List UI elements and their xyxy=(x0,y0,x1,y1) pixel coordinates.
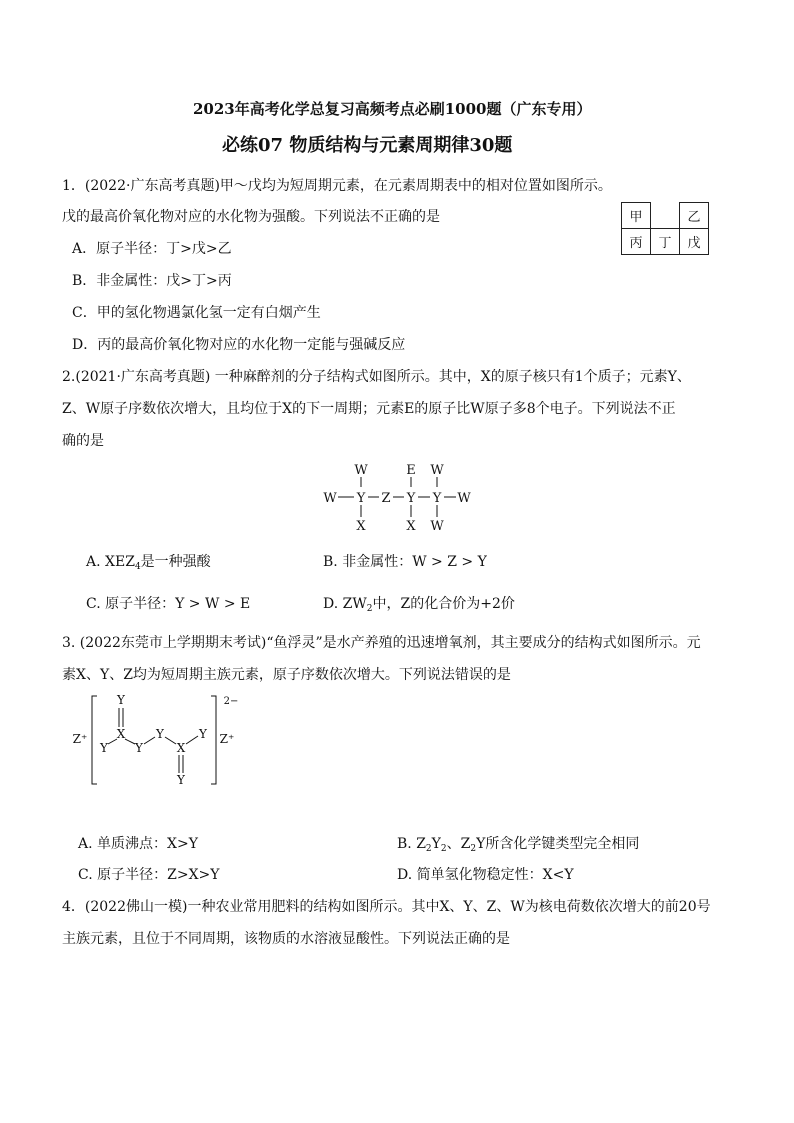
atom-y-right: Y xyxy=(199,727,207,741)
cell-wu: 戊 xyxy=(680,229,709,255)
cell-yi: 乙 xyxy=(680,203,709,229)
atom-y-2: Y xyxy=(406,491,416,506)
q3-option-c: C. 原子半径：Z>X>Y xyxy=(78,867,220,883)
q2-option-c: C. 原子半径：Y > W > E xyxy=(86,596,251,612)
atom-w-left: W xyxy=(323,491,337,506)
q3-option-d: D. 简单氢化物稳定性：X<Y xyxy=(397,867,574,883)
atom-z: Z xyxy=(381,491,391,506)
q3-anion-structure xyxy=(70,690,250,792)
q2-molecule-structure xyxy=(318,458,478,538)
q2-option-d: D. $ZW_2$中，Z的化合价为+2价 xyxy=(323,596,515,614)
atom-w-bottom: W xyxy=(430,519,444,534)
atom-y-top: Y xyxy=(117,693,125,707)
q2-stem-line1: 2.(2021·广东高考真题) 一种麻醉剂的分子结构式如图所示。其中，X的原子核只有1个质子；元素Y、 xyxy=(62,369,691,385)
atom-y-3: Y xyxy=(432,491,442,506)
q2-option-b: B. 非金属性：W > Z > Y xyxy=(323,554,487,570)
q3-stem-line1: 3. (2022东莞市上学期期末考试)“鱼浮灵”是水产养殖的迅速增氧剂，其主要成分的结构式如图所示。元 xyxy=(62,635,701,651)
q3-option-a: A. 单质沸点：X>Y xyxy=(78,836,198,852)
q2-stem-line2: Z、W原子序数依次增大，且均位于X的下一周期；元素E的原子比W原子多8个电子。下列说法不正 xyxy=(62,401,676,417)
q3-option-b: B. $Z_2Y_2$、$Z_2Y$所含化学键类型完全相同 xyxy=(397,836,640,854)
atom-y-bridge1: Y xyxy=(135,741,143,755)
cell-jia: 甲 xyxy=(622,203,651,229)
q1-periodic-table-fragment xyxy=(621,202,709,255)
anion-charge: 2− xyxy=(223,696,239,707)
cell-empty xyxy=(651,203,680,229)
cation-z-left: Z⁺ xyxy=(72,732,88,746)
q4-stem-line1: 4．(2022佛山一模)一种农业常用肥料的结构如图所示。其中X、Y、Z、W为核电荷数依次增大的前20号 xyxy=(62,899,711,915)
q2-stem-line3: 确的是 xyxy=(62,433,104,449)
atom-x-2: X xyxy=(406,519,416,534)
atom-x-2: X xyxy=(176,741,186,755)
q3-stem-line2: 素X、Y、Z均为短周期主族元素，原子序数依次增大。下列说法错误的是 xyxy=(62,667,511,683)
q3-bonds xyxy=(92,696,216,784)
cell-ding: 丁 xyxy=(651,229,680,255)
q1-option-d: D．丙的最高价氧化物对应的水化物一定能与强碱反应 xyxy=(72,337,406,353)
q1-option-c: C．甲的氢化物遇氯化氢一定有白烟产生 xyxy=(72,305,321,321)
document-subtitle: 必练07 物质结构与元素周期律30题 xyxy=(222,135,513,156)
atom-y-bridge2: Y xyxy=(156,727,164,741)
atom-e-top: E xyxy=(406,463,416,478)
q4-stem-line2: 主族元素，且位于不同周期，该物质的水溶液显酸性。下列说法正确的是 xyxy=(62,931,510,947)
q1-option-b: B．非金属性：戊>丁>丙 xyxy=(72,273,232,289)
atom-w-right: W xyxy=(457,491,471,506)
atom-w-top1: W xyxy=(354,463,368,478)
q1-option-a: A．原子半径：丁>戊>乙 xyxy=(72,241,232,257)
q2-option-a: A. $XEZ_4$是一种强酸 xyxy=(86,554,211,572)
atom-y-bottom: Y xyxy=(177,773,185,787)
atom-x-1: X xyxy=(356,519,366,534)
atom-y-left: Y xyxy=(100,741,108,755)
atom-y-1: Y xyxy=(356,491,366,506)
atom-w-top2: W xyxy=(430,463,444,478)
q1-stem-line2: 戊的最高价氧化物对应的水化物为强酸。下列说法不正确的是 xyxy=(62,209,440,225)
cation-z-right: Z⁺ xyxy=(219,732,235,746)
q1-stem-line1: 1．(2022·广东高考真题)甲～戊均为短周期元素，在元素周期表中的相对位置如图所示。 xyxy=(62,178,612,194)
document-title: 2023年高考化学总复习高频考点必刷1000题（广东专用） xyxy=(193,100,592,118)
atom-x-1: X xyxy=(116,727,126,741)
cell-bing: 丙 xyxy=(622,229,651,255)
